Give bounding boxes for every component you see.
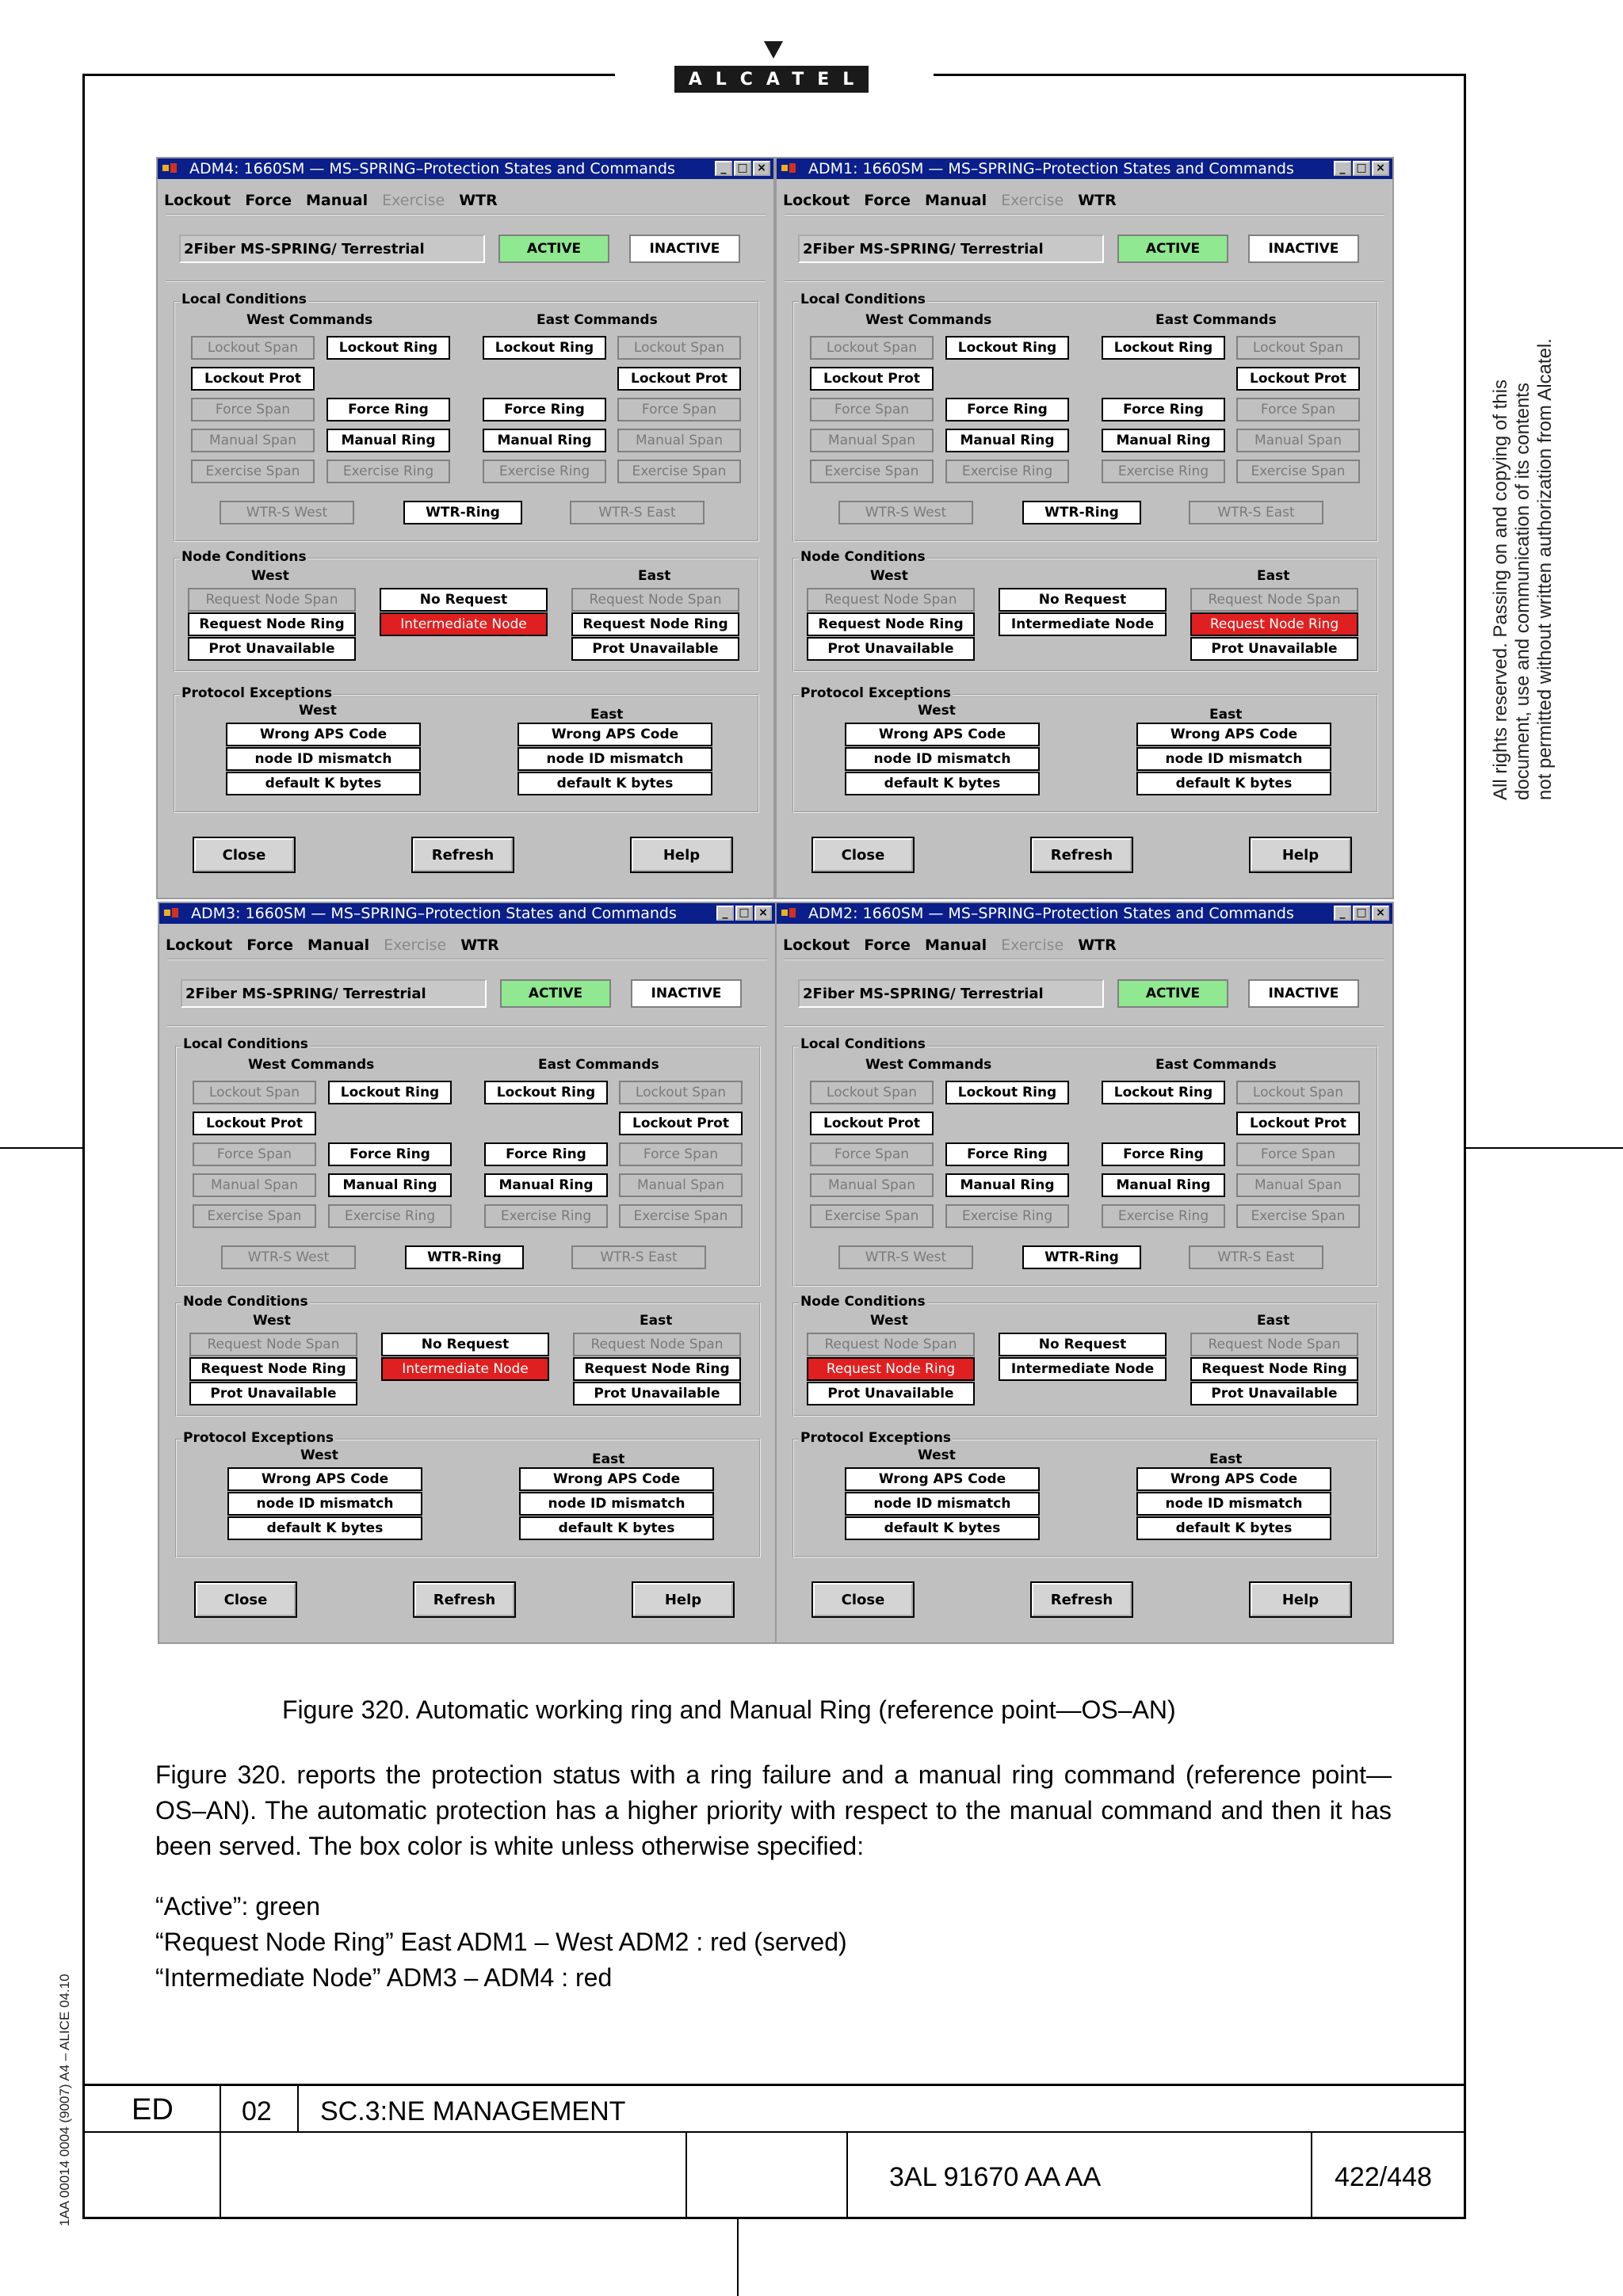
west-exercise-ring-button[interactable]: Exercise Ring	[327, 460, 450, 483]
west-commands-label: West Commands	[246, 312, 373, 328]
footer-page-number: 422/448	[1335, 2162, 1432, 2192]
east-force-span-button[interactable]: Force Span	[617, 398, 741, 421]
west-prot-unavailable-indicator: Prot Unavailable	[807, 637, 975, 661]
menu-manual[interactable]: Manual	[307, 936, 370, 954]
west-manual-ring-button[interactable]: Manual Ring	[327, 429, 450, 452]
help-button[interactable]: Help	[633, 1583, 733, 1616]
menu-force[interactable]: Force	[246, 936, 293, 954]
node-east-label: East	[1257, 568, 1290, 584]
menu-separator	[167, 959, 767, 960]
east-lockout-prot-button[interactable]: Lockout Prot	[1236, 1112, 1360, 1135]
inactive-indicator: INACTIVE	[1248, 979, 1359, 1008]
east-force-ring-button[interactable]: Force Ring	[483, 398, 606, 421]
east-manual-span-button[interactable]: Manual Span	[617, 429, 741, 452]
west-exercise-ring-button[interactable]: Exercise Ring	[945, 1204, 1069, 1228]
east-node-id-mismatch-indicator: node ID mismatch	[517, 747, 712, 771]
alcatel-logo	[674, 66, 869, 93]
east-commands-label: East Commands	[538, 1057, 659, 1073]
intermediate-node-indicator: Intermediate Node	[380, 612, 548, 636]
east-prot-unavailable-indicator: Prot Unavailable	[571, 637, 739, 661]
east-lockout-span-button[interactable]: Lockout Span	[1236, 1081, 1360, 1104]
maximize-icon[interactable]: □	[1353, 906, 1370, 921]
protocol-east-label: East	[1209, 707, 1243, 723]
protection-dialog	[775, 902, 1394, 1644]
menu-force[interactable]: Force	[864, 192, 911, 209]
west-wrong-aps-code-indicator: Wrong APS Code	[845, 723, 1040, 746]
west-commands-label: West Commands	[865, 1057, 992, 1073]
east-exercise-span-button[interactable]: Exercise Span	[617, 460, 741, 483]
east-node-id-mismatch-indicator: node ID mismatch	[1136, 747, 1331, 771]
east-request-node-span-indicator: Request Node Span	[1190, 588, 1358, 612]
menu-bar	[164, 192, 498, 209]
copyright-line-3: not permitted without written authorization from Alcatel.	[1534, 338, 1556, 800]
east-request-node-ring-indicator: Request Node Ring	[1190, 1357, 1358, 1381]
west-lockout-ring-button[interactable]: Lockout Ring	[945, 336, 1069, 360]
local-conditions-title: Local Conditions	[181, 292, 307, 307]
protection-dialog	[775, 157, 1394, 899]
east-commands-label: East Commands	[1155, 312, 1277, 328]
protocol-west-label: West	[918, 703, 956, 719]
window-controls	[1334, 906, 1389, 921]
frame-top-left	[82, 74, 615, 76]
west-exercise-span-button[interactable]: Exercise Span	[193, 1204, 316, 1228]
local-conditions-title: Local Conditions	[800, 1036, 926, 1052]
ring-type-field: 2Fiber MS-SPRING/ Terrestrial	[798, 235, 1104, 263]
east-lockout-ring-button[interactable]: Lockout Ring	[1102, 336, 1225, 360]
east-node-id-mismatch-indicator: node ID mismatch	[1136, 1492, 1331, 1516]
west-default-k-bytes-indicator: default K bytes	[845, 1516, 1040, 1540]
west-force-span-button[interactable]: Force Span	[191, 398, 315, 421]
west-manual-span-button[interactable]: Manual Span	[810, 1173, 934, 1197]
west-node-id-mismatch-indicator: node ID mismatch	[226, 747, 421, 771]
node-west-label: West	[251, 568, 289, 584]
east-wrong-aps-code-indicator: Wrong APS Code	[517, 723, 712, 746]
menu-exercise[interactable]: Exercise	[1001, 936, 1064, 954]
window-title: ADM4: 1660SM — MS–SPRING–Protection States and Commands	[189, 160, 675, 177]
node-west-label: West	[870, 1313, 908, 1329]
footer-col-4	[846, 2131, 848, 2218]
west-commands-label: West Commands	[248, 1057, 375, 1073]
west-force-ring-button[interactable]: Force Ring	[945, 398, 1069, 421]
wtr-s-east-indicator: WTR-S East	[571, 1245, 706, 1269]
figure-caption: Figure 320. Automatic working ring and Manual Ring (reference point—OS–AN)	[282, 1695, 1176, 1724]
ring-type-field: 2Fiber MS-SPRING/ Terrestrial	[179, 235, 485, 263]
west-lockout-prot-button[interactable]: Lockout Prot	[810, 1112, 934, 1135]
east-default-k-bytes-indicator: default K bytes	[1136, 1516, 1331, 1540]
menu-force[interactable]: Force	[864, 936, 911, 954]
wtr-s-west-indicator: WTR-S West	[221, 1245, 356, 1269]
east-exercise-span-button[interactable]: Exercise Span	[1236, 460, 1360, 483]
window-controls	[716, 906, 772, 921]
maximize-icon[interactable]: □	[735, 906, 753, 921]
node-conditions-title: Node Conditions	[800, 549, 926, 565]
west-node-id-mismatch-indicator: node ID mismatch	[845, 747, 1040, 771]
footer-col-3	[685, 2131, 687, 2218]
menu-exercise[interactable]: Exercise	[1001, 192, 1064, 209]
west-exercise-ring-button[interactable]: Exercise Ring	[328, 1204, 452, 1228]
logo-triangle-icon	[764, 41, 783, 59]
west-wrong-aps-code-indicator: Wrong APS Code	[227, 1467, 422, 1491]
copyright-notice	[1490, 338, 1556, 800]
west-exercise-span-button[interactable]: Exercise Span	[191, 460, 315, 483]
no-request-indicator: No Request	[999, 588, 1167, 612]
window-title: ADM1: 1660SM — MS–SPRING–Protection States and Commands	[808, 160, 1294, 177]
menu-bar	[783, 936, 1117, 954]
protocol-exceptions-title: Protocol Exceptions	[800, 685, 952, 701]
close-icon[interactable]: ×	[754, 906, 772, 921]
ring-separator	[167, 1025, 767, 1027]
protocol-exceptions-title: Protocol Exceptions	[181, 685, 333, 701]
menu-lockout[interactable]: Lockout	[783, 936, 850, 954]
close-icon[interactable]: ×	[1372, 161, 1389, 176]
inactive-indicator: INACTIVE	[1248, 235, 1359, 263]
protocol-east-label: East	[592, 1451, 625, 1467]
wtr-s-west-indicator: WTR-S West	[838, 1245, 973, 1269]
east-request-node-ring-indicator: Request Node Ring	[573, 1357, 741, 1381]
title-bar[interactable]	[777, 158, 1392, 179]
west-exercise-span-button[interactable]: Exercise Span	[810, 1204, 934, 1228]
active-indicator: ACTIVE	[1117, 979, 1228, 1008]
menu-force[interactable]: Force	[245, 192, 292, 209]
east-wrong-aps-code-indicator: Wrong APS Code	[1136, 723, 1331, 746]
menu-separator	[785, 214, 1384, 215]
minimize-icon[interactable]: _	[1334, 161, 1351, 176]
east-wrong-aps-code-indicator: Wrong APS Code	[1136, 1467, 1331, 1491]
node-west-label: West	[253, 1313, 291, 1329]
close-button[interactable]: Close	[194, 838, 294, 871]
east-manual-ring-button[interactable]: Manual Ring	[483, 429, 606, 452]
east-exercise-span-button[interactable]: Exercise Span	[1236, 1204, 1360, 1228]
west-lockout-ring-button[interactable]: Lockout Ring	[327, 336, 450, 360]
wtr-s-west-indicator: WTR-S West	[220, 501, 354, 524]
east-exercise-ring-button[interactable]: Exercise Ring	[1102, 460, 1225, 483]
east-node-id-mismatch-indicator: node ID mismatch	[519, 1492, 714, 1516]
node-east-label: East	[638, 568, 671, 584]
wtr-ring-indicator: WTR-Ring	[1022, 1245, 1141, 1269]
protocol-east-label: East	[1209, 1451, 1243, 1467]
east-manual-ring-button[interactable]: Manual Ring	[1102, 1173, 1225, 1197]
ring-separator	[785, 280, 1384, 282]
menu-lockout[interactable]: Lockout	[783, 192, 850, 209]
window-controls	[1334, 161, 1389, 176]
margin-mark-left	[0, 1147, 82, 1149]
east-default-k-bytes-indicator: default K bytes	[1136, 772, 1331, 795]
minimize-icon[interactable]: _	[716, 906, 734, 921]
west-lockout-ring-button[interactable]: Lockout Ring	[945, 1081, 1069, 1104]
local-conditions-title: Local Conditions	[183, 1036, 308, 1052]
menu-wtr[interactable]: WTR	[459, 192, 498, 209]
east-lockout-ring-button[interactable]: Lockout Ring	[1102, 1081, 1225, 1104]
ring-type-field: 2Fiber MS-SPRING/ Terrestrial	[181, 979, 487, 1008]
menu-bar	[166, 936, 499, 954]
west-lockout-span-button[interactable]: Lockout Span	[193, 1081, 316, 1104]
east-request-node-ring-indicator: Request Node Ring	[1190, 612, 1358, 636]
footer-ed-label: ED	[132, 2093, 174, 2126]
close-button[interactable]: Close	[813, 1583, 913, 1616]
no-request-indicator: No Request	[999, 1333, 1167, 1356]
protection-dialog	[158, 902, 777, 1644]
east-manual-span-button[interactable]: Manual Span	[619, 1173, 743, 1197]
east-exercise-ring-button[interactable]: Exercise Ring	[483, 460, 606, 483]
west-manual-ring-button[interactable]: Manual Ring	[328, 1173, 452, 1197]
west-force-span-button[interactable]: Force Span	[193, 1142, 316, 1166]
wtr-s-east-indicator: WTR-S East	[570, 501, 705, 524]
wtr-s-east-indicator: WTR-S East	[1189, 501, 1323, 524]
no-request-indicator: No Request	[380, 588, 548, 612]
intermediate-node-indicator: Intermediate Node	[381, 1357, 549, 1381]
close-button[interactable]: Close	[813, 838, 913, 871]
east-lockout-prot-button[interactable]: Lockout Prot	[619, 1112, 743, 1135]
west-force-ring-button[interactable]: Force Ring	[945, 1142, 1069, 1166]
window-title: ADM3: 1660SM — MS–SPRING–Protection States and Commands	[191, 905, 677, 922]
west-lockout-prot-button[interactable]: Lockout Prot	[193, 1112, 316, 1135]
wtr-s-east-indicator: WTR-S East	[1189, 1245, 1323, 1269]
west-request-node-span-indicator: Request Node Span	[189, 1333, 357, 1356]
footer-doc-code: 3AL 91670 AA AA	[889, 2162, 1102, 2192]
copyright-line-1: All rights reserved. Passing on and copying of this	[1490, 379, 1511, 800]
title-bar[interactable]	[159, 903, 775, 924]
note-request-node-ring: “Request Node Ring” East ADM1 – West ADM2 : red (served)	[155, 1928, 847, 1956]
west-request-node-span-indicator: Request Node Span	[807, 1333, 975, 1356]
east-lockout-ring-button[interactable]: Lockout Ring	[483, 336, 606, 360]
menu-lockout[interactable]: Lockout	[166, 936, 233, 954]
menu-separator	[166, 214, 766, 215]
east-exercise-ring-button[interactable]: Exercise Ring	[1102, 1204, 1225, 1228]
east-force-span-button[interactable]: Force Span	[1236, 398, 1360, 421]
help-button[interactable]: Help	[632, 838, 731, 871]
east-lockout-span-button[interactable]: Lockout Span	[617, 336, 741, 360]
footer-tail	[737, 2218, 739, 2296]
refresh-button[interactable]: Refresh	[413, 838, 513, 871]
menu-manual[interactable]: Manual	[925, 936, 987, 954]
close-icon[interactable]: ×	[753, 161, 770, 176]
east-prot-unavailable-indicator: Prot Unavailable	[1190, 637, 1358, 661]
west-request-node-ring-indicator: Request Node Ring	[189, 1357, 357, 1381]
east-request-node-span-indicator: Request Node Span	[571, 588, 739, 612]
menu-lockout[interactable]: Lockout	[164, 192, 231, 209]
west-wrong-aps-code-indicator: Wrong APS Code	[226, 723, 421, 746]
east-lockout-prot-button[interactable]: Lockout Prot	[617, 367, 741, 391]
footer-col-5	[1311, 2131, 1312, 2218]
east-force-ring-button[interactable]: Force Ring	[484, 1142, 608, 1166]
west-lockout-span-button[interactable]: Lockout Span	[810, 1081, 934, 1104]
maximize-icon[interactable]: □	[734, 161, 751, 176]
west-request-node-ring-indicator: Request Node Ring	[807, 1357, 975, 1381]
wtr-ring-indicator: WTR-Ring	[405, 1245, 524, 1269]
footer-col-1	[220, 2084, 221, 2218]
help-button[interactable]: Help	[1251, 1583, 1350, 1616]
protocol-exceptions-title: Protocol Exceptions	[183, 1430, 334, 1446]
east-exercise-span-button[interactable]: Exercise Span	[619, 1204, 743, 1228]
east-manual-span-button[interactable]: Manual Span	[1236, 429, 1360, 452]
frame-top-right	[934, 74, 1466, 76]
east-manual-ring-button[interactable]: Manual Ring	[1102, 429, 1225, 452]
west-exercise-span-button[interactable]: Exercise Span	[810, 460, 934, 483]
west-request-node-ring-indicator: Request Node Ring	[188, 612, 356, 636]
close-button[interactable]: Close	[196, 1583, 296, 1616]
east-prot-unavailable-indicator: Prot Unavailable	[1190, 1382, 1358, 1405]
west-lockout-ring-button[interactable]: Lockout Ring	[328, 1081, 452, 1104]
minimize-icon[interactable]: _	[1334, 906, 1351, 921]
node-west-label: West	[870, 568, 908, 584]
east-lockout-ring-button[interactable]: Lockout Ring	[484, 1081, 608, 1104]
margin-mark-right	[1466, 1147, 1623, 1149]
east-force-span-button[interactable]: Force Span	[1236, 1142, 1360, 1166]
protocol-west-label: West	[299, 703, 337, 719]
wtr-ring-indicator: WTR-Ring	[1022, 501, 1141, 524]
footer-ed-value: 02	[242, 2096, 272, 2126]
app-icon	[162, 906, 183, 921]
west-node-id-mismatch-indicator: node ID mismatch	[845, 1492, 1040, 1516]
menu-exercise[interactable]: Exercise	[382, 192, 445, 209]
maximize-icon[interactable]: □	[1353, 161, 1370, 176]
copyright-line-2: document, use and communication of its contents	[1512, 383, 1533, 800]
menu-separator	[785, 959, 1384, 960]
west-default-k-bytes-indicator: default K bytes	[845, 772, 1040, 795]
protocol-west-label: West	[300, 1447, 338, 1463]
active-indicator: ACTIVE	[1117, 235, 1228, 263]
footer-top-line	[82, 2084, 1466, 2086]
minimize-icon[interactable]: _	[715, 161, 732, 176]
app-icon	[161, 162, 181, 176]
window-title: ADM2: 1660SM — MS–SPRING–Protection States and Commands	[808, 905, 1294, 922]
protocol-east-label: East	[590, 707, 624, 723]
title-bar[interactable]	[777, 903, 1392, 924]
inactive-indicator: INACTIVE	[629, 235, 740, 263]
east-force-ring-button[interactable]: Force Ring	[1102, 1142, 1225, 1166]
help-button[interactable]: Help	[1251, 838, 1350, 871]
note-intermediate-node: “Intermediate Node” ADM3 – ADM4 : red	[155, 1963, 613, 1992]
ring-separator	[785, 1025, 1384, 1027]
close-icon[interactable]: ×	[1372, 906, 1389, 921]
west-request-node-ring-indicator: Request Node Ring	[807, 612, 975, 636]
document-code-side: 1AA 00014 0004 (9007) A4 – ALICE 04.10	[57, 1974, 72, 2226]
refresh-button[interactable]: Refresh	[1032, 1583, 1132, 1616]
menu-wtr[interactable]: WTR	[1078, 192, 1117, 209]
east-wrong-aps-code-indicator: Wrong APS Code	[519, 1467, 714, 1491]
protection-dialog	[156, 157, 775, 899]
east-lockout-span-button[interactable]: Lockout Span	[1236, 336, 1360, 360]
east-force-ring-button[interactable]: Force Ring	[1102, 398, 1225, 421]
west-manual-span-button[interactable]: Manual Span	[191, 429, 315, 452]
west-manual-ring-button[interactable]: Manual Ring	[945, 1173, 1069, 1197]
footer-mid-line	[82, 2131, 1466, 2133]
logo-text: ALCATEL	[688, 69, 868, 90]
west-prot-unavailable-indicator: Prot Unavailable	[188, 637, 356, 661]
east-lockout-prot-button[interactable]: Lockout Prot	[1236, 367, 1360, 391]
node-conditions-title: Node Conditions	[800, 1294, 926, 1310]
east-request-node-span-indicator: Request Node Span	[573, 1333, 741, 1356]
west-lockout-prot-button[interactable]: Lockout Prot	[191, 367, 315, 391]
active-indicator: ACTIVE	[500, 979, 611, 1008]
menu-manual[interactable]: Manual	[925, 192, 987, 209]
west-lockout-span-button[interactable]: Lockout Span	[191, 336, 315, 360]
east-default-k-bytes-indicator: default K bytes	[519, 1516, 714, 1540]
node-east-label: East	[1257, 1313, 1290, 1329]
intermediate-node-indicator: Intermediate Node	[999, 1357, 1167, 1381]
east-request-node-ring-indicator: Request Node Ring	[571, 612, 739, 636]
west-manual-span-button[interactable]: Manual Span	[193, 1173, 316, 1197]
footer-col-2	[297, 2084, 299, 2133]
east-commands-label: East Commands	[537, 312, 658, 328]
protocol-exceptions-title: Protocol Exceptions	[800, 1430, 952, 1446]
footer-bottom-line	[82, 2217, 1466, 2219]
west-commands-label: West Commands	[865, 312, 992, 328]
west-prot-unavailable-indicator: Prot Unavailable	[807, 1382, 975, 1405]
west-request-node-span-indicator: Request Node Span	[807, 588, 975, 612]
west-lockout-span-button[interactable]: Lockout Span	[810, 336, 934, 360]
west-force-span-button[interactable]: Force Span	[810, 1142, 934, 1166]
west-force-ring-button[interactable]: Force Ring	[327, 398, 450, 421]
refresh-button[interactable]: Refresh	[1032, 838, 1132, 871]
west-request-node-span-indicator: Request Node Span	[188, 588, 356, 612]
west-force-span-button[interactable]: Force Span	[810, 398, 934, 421]
frame-right	[1464, 74, 1466, 2218]
footer-section: SC.3:NE MANAGEMENT	[320, 2096, 626, 2126]
east-manual-ring-button[interactable]: Manual Ring	[484, 1173, 608, 1197]
east-request-node-span-indicator: Request Node Span	[1190, 1333, 1358, 1356]
ring-separator	[166, 280, 766, 282]
ring-type-field: 2Fiber MS-SPRING/ Terrestrial	[798, 979, 1104, 1008]
body-paragraph: Figure 320. reports the protection status with a ring failure and a manual ring command (reference point—OS–AN). The automatic protection has a higher priority with respect to the manual command and then it has been served. The box color is white unless otherwise specified:	[155, 1760, 1392, 1860]
app-icon	[780, 162, 800, 176]
node-east-label: East	[640, 1313, 673, 1329]
title-bar[interactable]	[158, 158, 773, 179]
local-conditions-title: Local Conditions	[800, 292, 926, 307]
intermediate-node-indicator: Intermediate Node	[999, 612, 1167, 636]
menu-exercise[interactable]: Exercise	[384, 936, 447, 954]
refresh-button[interactable]: Refresh	[414, 1583, 514, 1616]
node-conditions-title: Node Conditions	[181, 549, 307, 565]
wtr-ring-indicator: WTR-Ring	[403, 501, 522, 524]
west-manual-span-button[interactable]: Manual Span	[810, 429, 934, 452]
app-icon	[780, 906, 800, 921]
menu-wtr[interactable]: WTR	[1078, 936, 1117, 954]
east-lockout-span-button[interactable]: Lockout Span	[619, 1081, 743, 1104]
east-default-k-bytes-indicator: default K bytes	[517, 772, 712, 795]
east-prot-unavailable-indicator: Prot Unavailable	[573, 1382, 741, 1405]
west-lockout-prot-button[interactable]: Lockout Prot	[810, 367, 934, 391]
protocol-west-label: West	[918, 1447, 956, 1463]
active-indicator: ACTIVE	[498, 235, 609, 263]
wtr-s-west-indicator: WTR-S West	[838, 501, 973, 524]
menu-wtr[interactable]: WTR	[460, 936, 499, 954]
node-conditions-title: Node Conditions	[183, 1294, 308, 1310]
menu-bar	[783, 192, 1117, 209]
frame-left	[82, 74, 85, 2218]
west-exercise-ring-button[interactable]: Exercise Ring	[945, 460, 1069, 483]
window-controls	[715, 161, 770, 176]
east-exercise-ring-button[interactable]: Exercise Ring	[484, 1204, 608, 1228]
west-manual-ring-button[interactable]: Manual Ring	[945, 429, 1069, 452]
no-request-indicator: No Request	[381, 1333, 549, 1356]
east-force-span-button[interactable]: Force Span	[619, 1142, 743, 1166]
east-commands-label: East Commands	[1155, 1057, 1277, 1073]
inactive-indicator: INACTIVE	[631, 979, 742, 1008]
west-default-k-bytes-indicator: default K bytes	[227, 1516, 422, 1540]
west-node-id-mismatch-indicator: node ID mismatch	[227, 1492, 422, 1516]
east-manual-span-button[interactable]: Manual Span	[1236, 1173, 1360, 1197]
west-wrong-aps-code-indicator: Wrong APS Code	[845, 1467, 1040, 1491]
west-prot-unavailable-indicator: Prot Unavailable	[189, 1382, 357, 1405]
note-active: “Active”: green	[155, 1892, 321, 1920]
menu-manual[interactable]: Manual	[306, 192, 369, 209]
west-default-k-bytes-indicator: default K bytes	[226, 772, 421, 795]
west-force-ring-button[interactable]: Force Ring	[328, 1142, 452, 1166]
